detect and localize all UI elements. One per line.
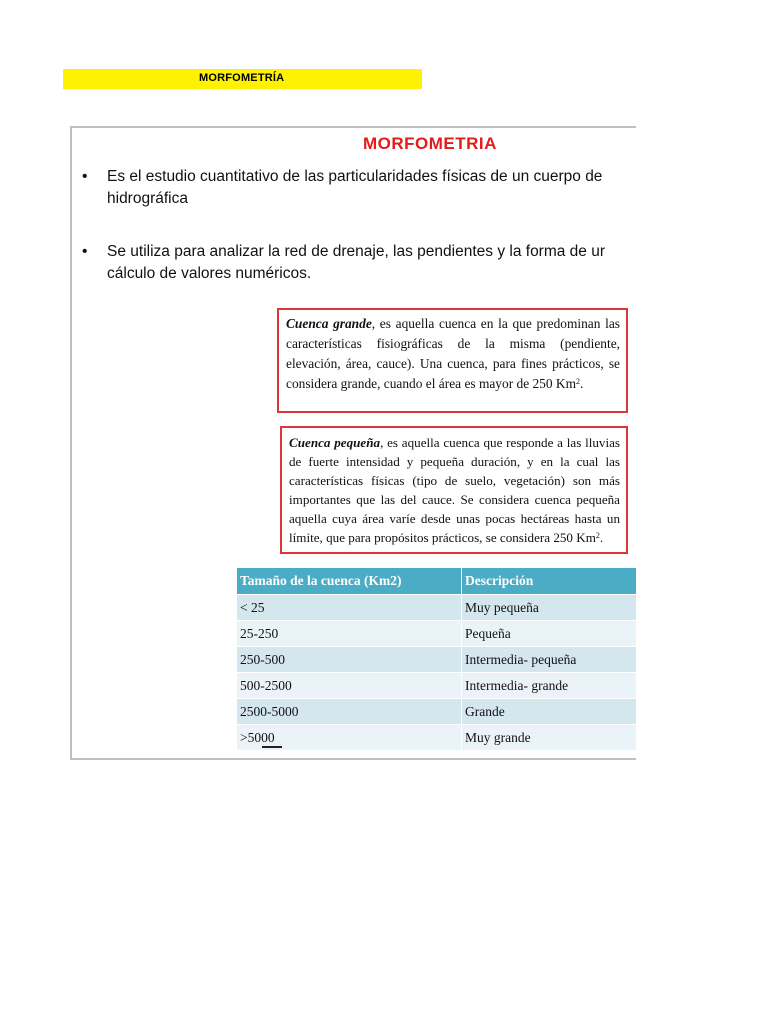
table-header-row bbox=[237, 568, 636, 595]
slide-title: MORFOMETRIA bbox=[363, 134, 497, 153]
definition-text: , es aquella cuenca que responde a las lluvias de fuerte intensidad y pequeña duración, y en la cual las características físicas (tipo de suelo, vegetación) son más importantes que las del cauce. Se considera cuenca pequeña aquella cuya área varíe desde unas pocas hectáreas hasta un límite, que para propósitos prácticos, se considera 250 Km bbox=[289, 435, 620, 545]
table-cell: 250-500 bbox=[237, 647, 462, 673]
page-heading: MORFOMETRÍA bbox=[199, 72, 285, 84]
definition-box-cuenca-pequena bbox=[280, 426, 628, 554]
table-header-cell: Descripción bbox=[462, 568, 637, 595]
table-cell: >5000 bbox=[237, 725, 462, 751]
table-cell: 2500-5000 bbox=[237, 699, 462, 725]
table-row bbox=[237, 595, 636, 621]
table-row bbox=[237, 699, 636, 725]
table-row bbox=[237, 673, 636, 699]
superscript: 2 bbox=[595, 531, 600, 540]
bullet-icon: • bbox=[82, 168, 88, 185]
highlighted-heading bbox=[63, 69, 422, 89]
bullet-line: cálculo de valores numéricos. bbox=[107, 265, 312, 282]
table-cell: Intermedia- grande bbox=[462, 673, 637, 699]
table-cell: Intermedia- pequeña bbox=[462, 647, 637, 673]
table-row bbox=[237, 621, 636, 647]
table-cell: 500-2500 bbox=[237, 673, 462, 699]
table-cell: Pequeña bbox=[462, 621, 637, 647]
table-cell: < 25 bbox=[237, 595, 462, 621]
definition-box-cuenca-grande bbox=[277, 308, 628, 413]
basin-size-table bbox=[237, 568, 636, 750]
table-row bbox=[237, 725, 636, 751]
table-cell: Muy grande bbox=[462, 725, 637, 751]
superscript: 2 bbox=[576, 377, 581, 386]
definition-term: Cuenca grande bbox=[286, 316, 372, 331]
embedded-slide bbox=[70, 126, 636, 760]
bullet-line: Es el estudio cuantitativo de las particularidades físicas de un cuerpo de bbox=[107, 168, 603, 185]
definition-term: Cuenca pequeña bbox=[289, 435, 381, 450]
table-cell: 25-250 bbox=[237, 621, 462, 647]
definition-end: . bbox=[580, 376, 584, 391]
table-header-cell: Tamaño de la cuenca (Km2) bbox=[237, 568, 462, 595]
underline-mark bbox=[262, 746, 282, 748]
bullet-icon: • bbox=[82, 243, 88, 260]
definition-end: . bbox=[599, 530, 604, 545]
table-row bbox=[237, 647, 636, 673]
table-cell: Grande bbox=[462, 699, 637, 725]
table-cell: Muy pequeña bbox=[462, 595, 637, 621]
bullet-line: Se utiliza para analizar la red de drenaje, las pendientes y la forma de ur bbox=[107, 243, 606, 260]
definition-text: , es aquella cuenca en la que predominan las características fisiográficas de la misma (pendiente, elevación, área, cauce). Una cuenca, para fines prácticos, se considera grande, cuando el área es mayor de 250 Km bbox=[286, 316, 620, 391]
bullet-line: hidrográfica bbox=[107, 190, 188, 207]
